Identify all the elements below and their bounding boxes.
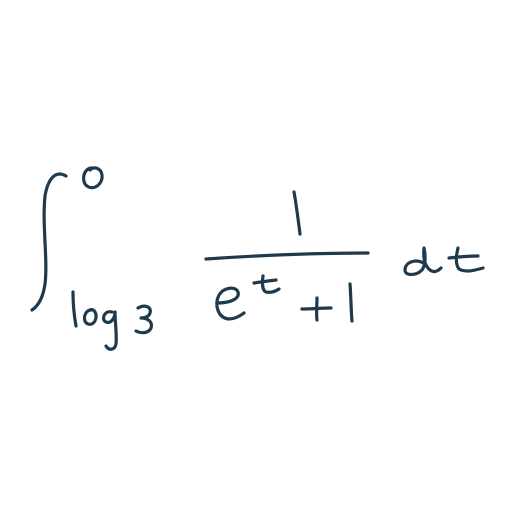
fraction-bar xyxy=(206,253,368,259)
lower-limit xyxy=(73,292,151,349)
numerator xyxy=(294,192,300,234)
upper-limit xyxy=(84,168,103,188)
denominator xyxy=(217,276,352,321)
integral-sign xyxy=(32,174,66,310)
differential xyxy=(405,248,483,275)
